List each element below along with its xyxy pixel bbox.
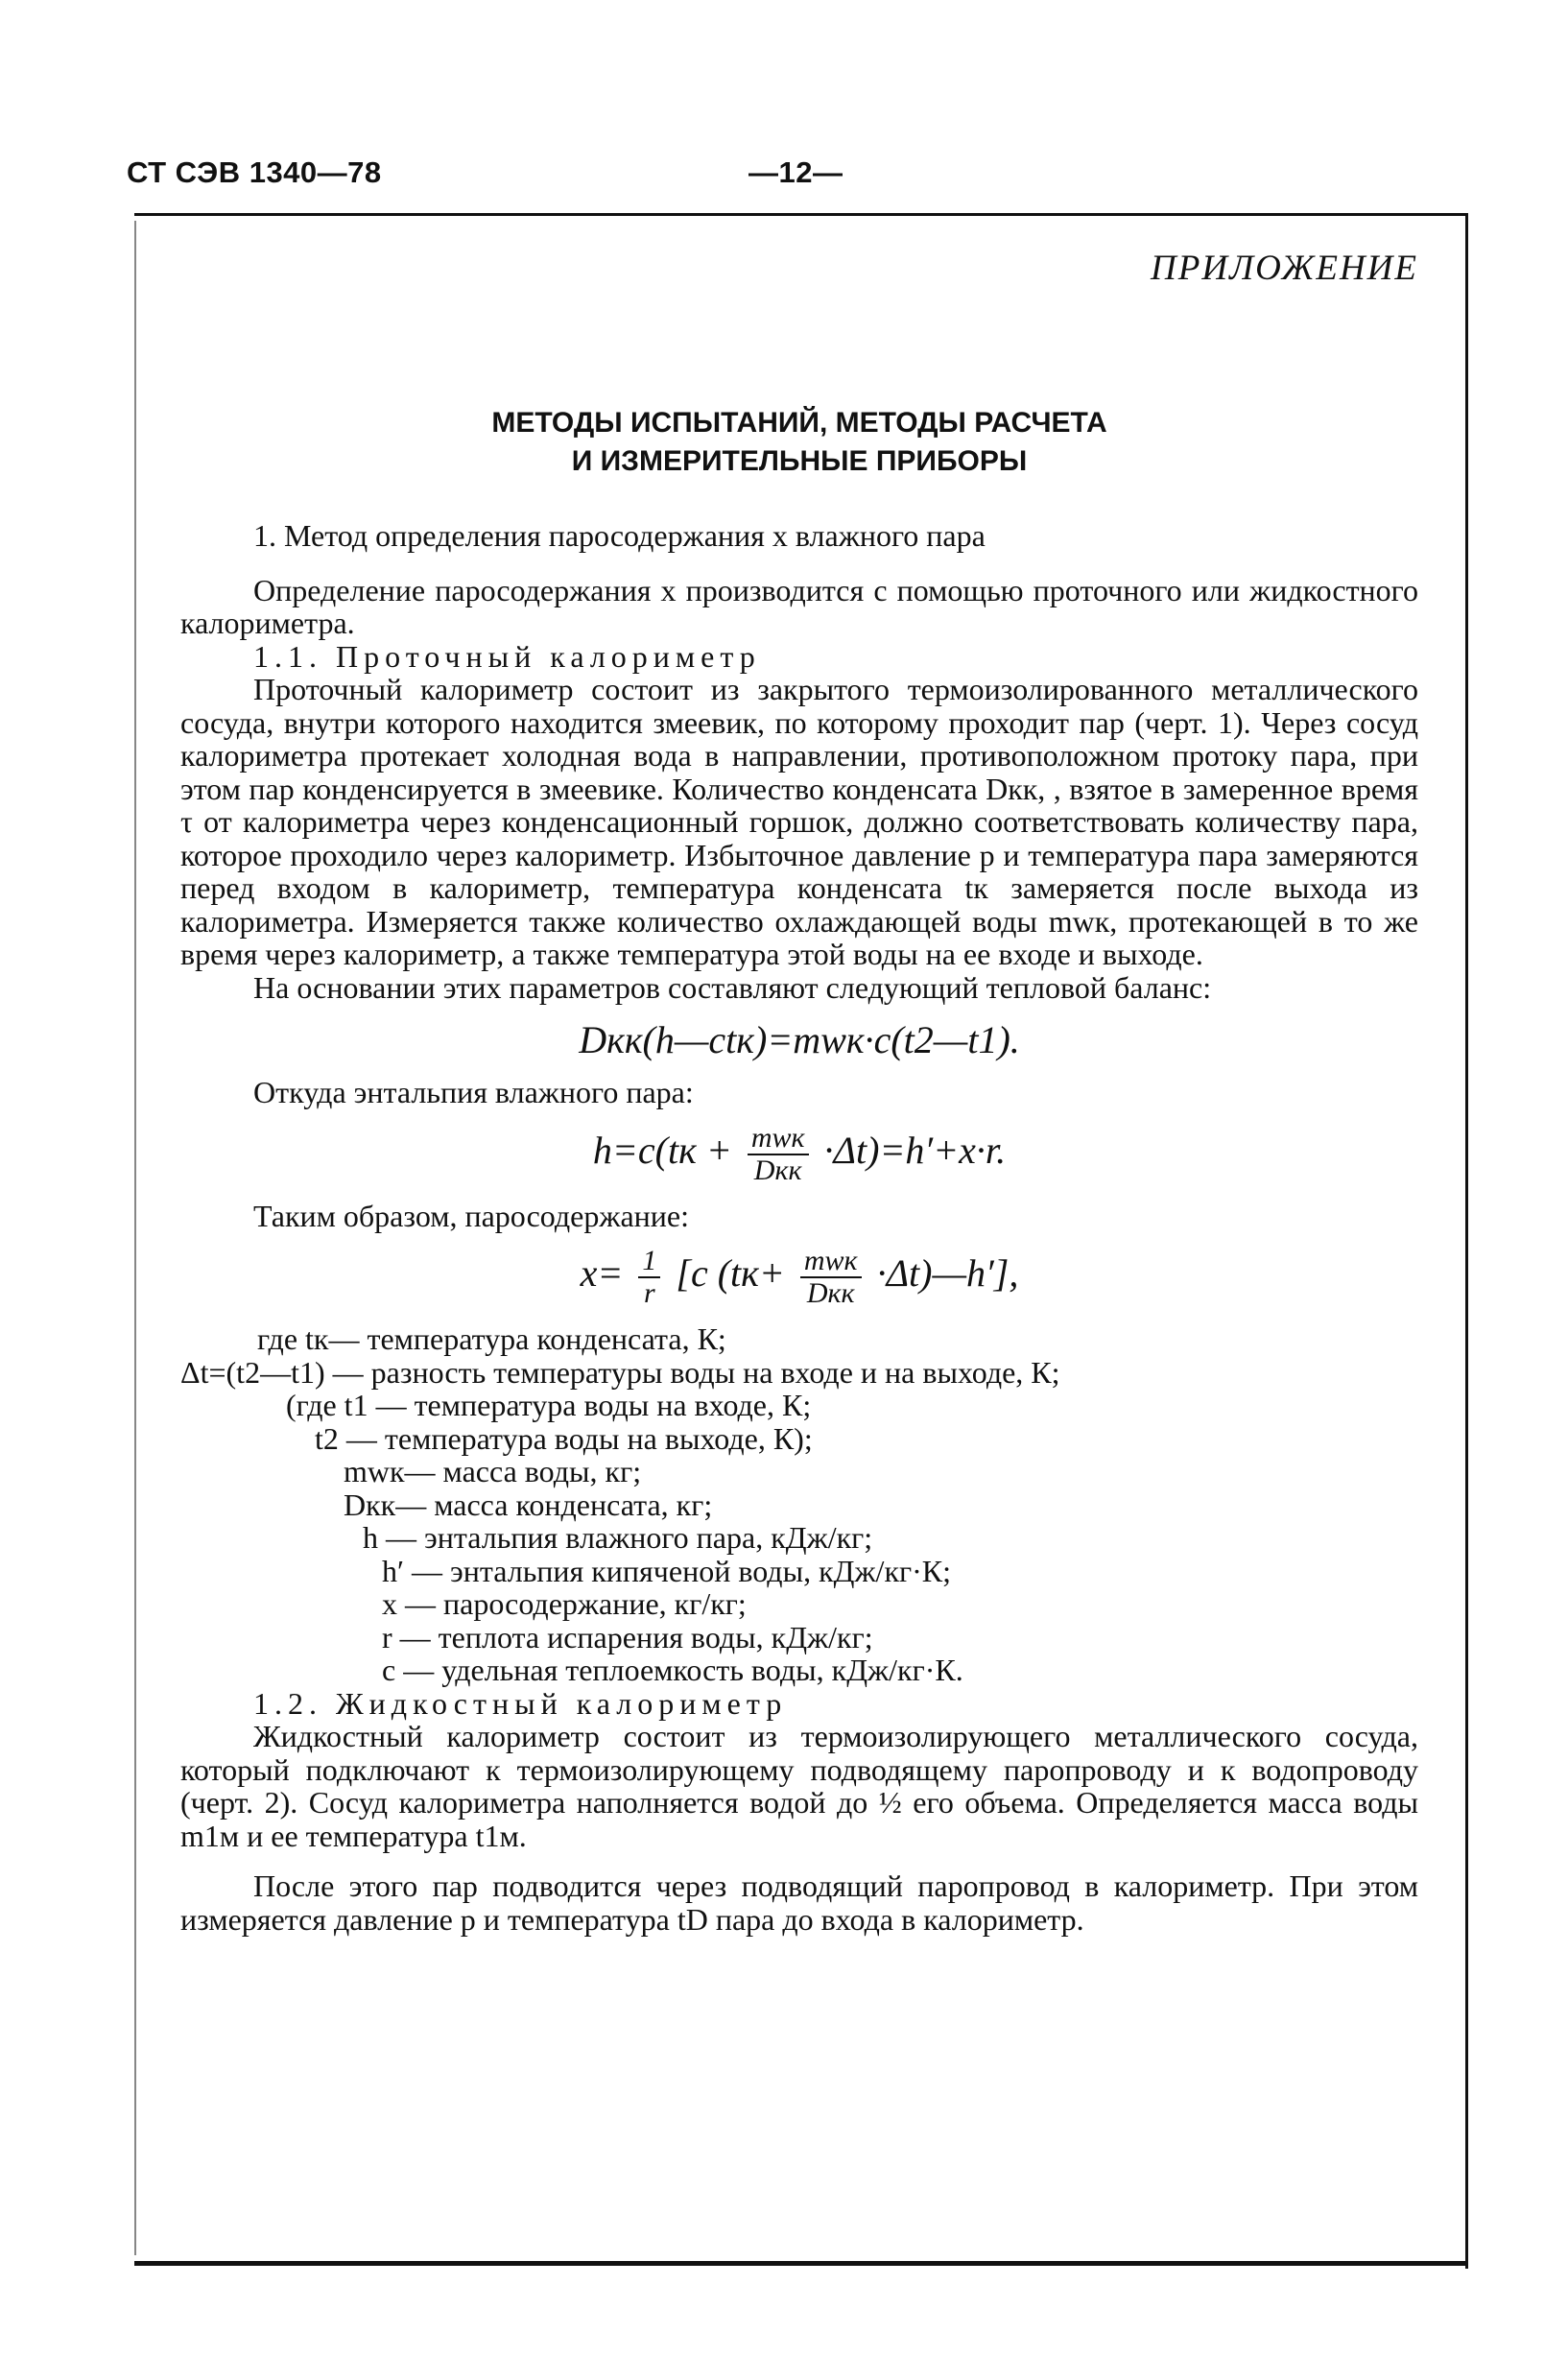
formula-dryness-right: ·Δt)—h′], [876,1251,1019,1296]
formula-enthalpy-fraction [748,1123,809,1186]
section-1-1-heading: 1.1. Проточный калориметр [253,638,761,674]
legend-line: c — удельная теплоемкость воды, кДж/кг·К. [382,1653,963,1687]
fraction-numerator: 1 [638,1246,660,1278]
formula-dryness-fraction-1 [638,1246,660,1309]
section-1-2-heading: 1.2. Жидкостный калориметр [253,1685,788,1721]
formula-dryness-left: x= [580,1251,624,1296]
section-1-1-paragraph-3: Откуда энтальпия влажного пара: [253,1075,694,1109]
legend-line: Δt=(t2—t1) — разность температуры воды на входе и на выходе, К; [180,1354,1060,1390]
symbol-legend [180,1321,1418,1687]
fraction-denominator: Dкк [753,1154,802,1186]
fraction-denominator: Dкк [806,1277,855,1309]
formula-dryness-middle: [c (tк+ [676,1251,785,1296]
fraction-numerator: mwк [800,1246,862,1278]
fraction-denominator: r [644,1277,655,1309]
appendix-label: ПРИЛОЖЕНИЕ [1151,249,1418,288]
legend-line: где tк— температура конденсата, К; [257,1321,726,1356]
formula-enthalpy-right: ·Δt)=h′+x·r. [823,1128,1007,1172]
fraction-numerator: mwк [748,1123,809,1155]
frame-top-rule [134,213,1468,216]
legend-line: h′ — энтальпия кипяченой воды, кДж/кг·К; [382,1553,951,1588]
document-title [180,404,1418,481]
legend-line: mwк— масса воды, кг; [344,1454,642,1488]
formula-enthalpy-left: h=c(tк + [592,1128,732,1172]
section-1-1-paragraph-4: Таким образом, паросодержание: [253,1198,689,1233]
legend-line: (где t1 — температура воды на входе, К; [286,1388,812,1422]
legend-line: r — теплота испарения воды, кДж/кг; [382,1619,873,1654]
section-1-2-paragraph-2: После этого пар подводится через подводящий паропровод в калориметр. При этом измеряется давление p и температура tD пара до входа в калориметр. [180,1868,1418,1937]
legend-line: h — энтальпия влажного пара, кДж/кг; [363,1520,873,1555]
page-content [180,230,1418,1936]
legend-line: t2 — температура воды на выходе, К); [315,1420,813,1456]
legend-line: x — паросодержание, кг/кг; [382,1586,747,1621]
title-line-1: МЕТОДЫ ИСПЫТАНИЙ, МЕТОДЫ РАСЧЕТА [491,407,1107,439]
page-number: —12— [748,155,843,189]
formula-enthalpy [180,1123,1418,1186]
section-1-heading: 1. Метод определения паросодержания x влажного пара [253,518,986,553]
frame-right-rule [1465,213,1468,2269]
frame-bottom-rule [134,2261,1468,2266]
section-1-2-paragraph-1: Жидкостный калориметр состоит из термоизолирующего металлического сосуда, который подключают к термоизолирующему подводящему паропроводу и к водопроводу (черт. 2). Сосуд калориметра наполняется водой до ½ его объема. Определяется масса воды m1м и ее температура t1м. [180,1719,1418,1853]
formula-heat-balance: Dкк(h—ctк)=mwк·c(t2—t1). [579,1018,1020,1061]
formula-dryness [180,1246,1418,1309]
frame-left-rule [134,221,136,2255]
legend-line: Dкк— масса конденсата, кг; [344,1487,713,1522]
formula-dryness-fraction-2 [800,1246,862,1309]
standard-number: СТ СЭВ 1340—78 [127,155,382,189]
section-1-1-paragraph-2: На основании этих параметров составляют следующий тепловой баланс: [253,969,1212,1005]
title-line-2: И ИЗМЕРИТЕЛЬНЫЕ ПРИБОРЫ [571,445,1028,477]
section-1-1-paragraph-1: Проточный калориметр состоит из закрытого термоизолированного металлического сосуда, внутри которого находится змеевик, по которому проходит пар (черт. 1). Через сосуд калориметра протекает холодная вода в направлении, противоположном протоку пара, при этом пар конденсируется в змеевике. Количество конденсата Dкк, , взятое в замеренное время τ от калориметра через конденсационный горшок, должно соответствовать количеству пара, которое проходило через калориметр. Избыточное давление p и температура пара замеряются перед входом в калориметр, температура конденсата tк замеряется после выхода из калориметра. Измеряется также количество охлаждающей воды mwк, протекающей в то же время через калориметр, а также температура этой воды на ее входе и выходе. [180,672,1418,971]
section-1-intro: Определение паросодержания x производится с помощью проточного или жидкостного калориметра. [180,572,1418,640]
